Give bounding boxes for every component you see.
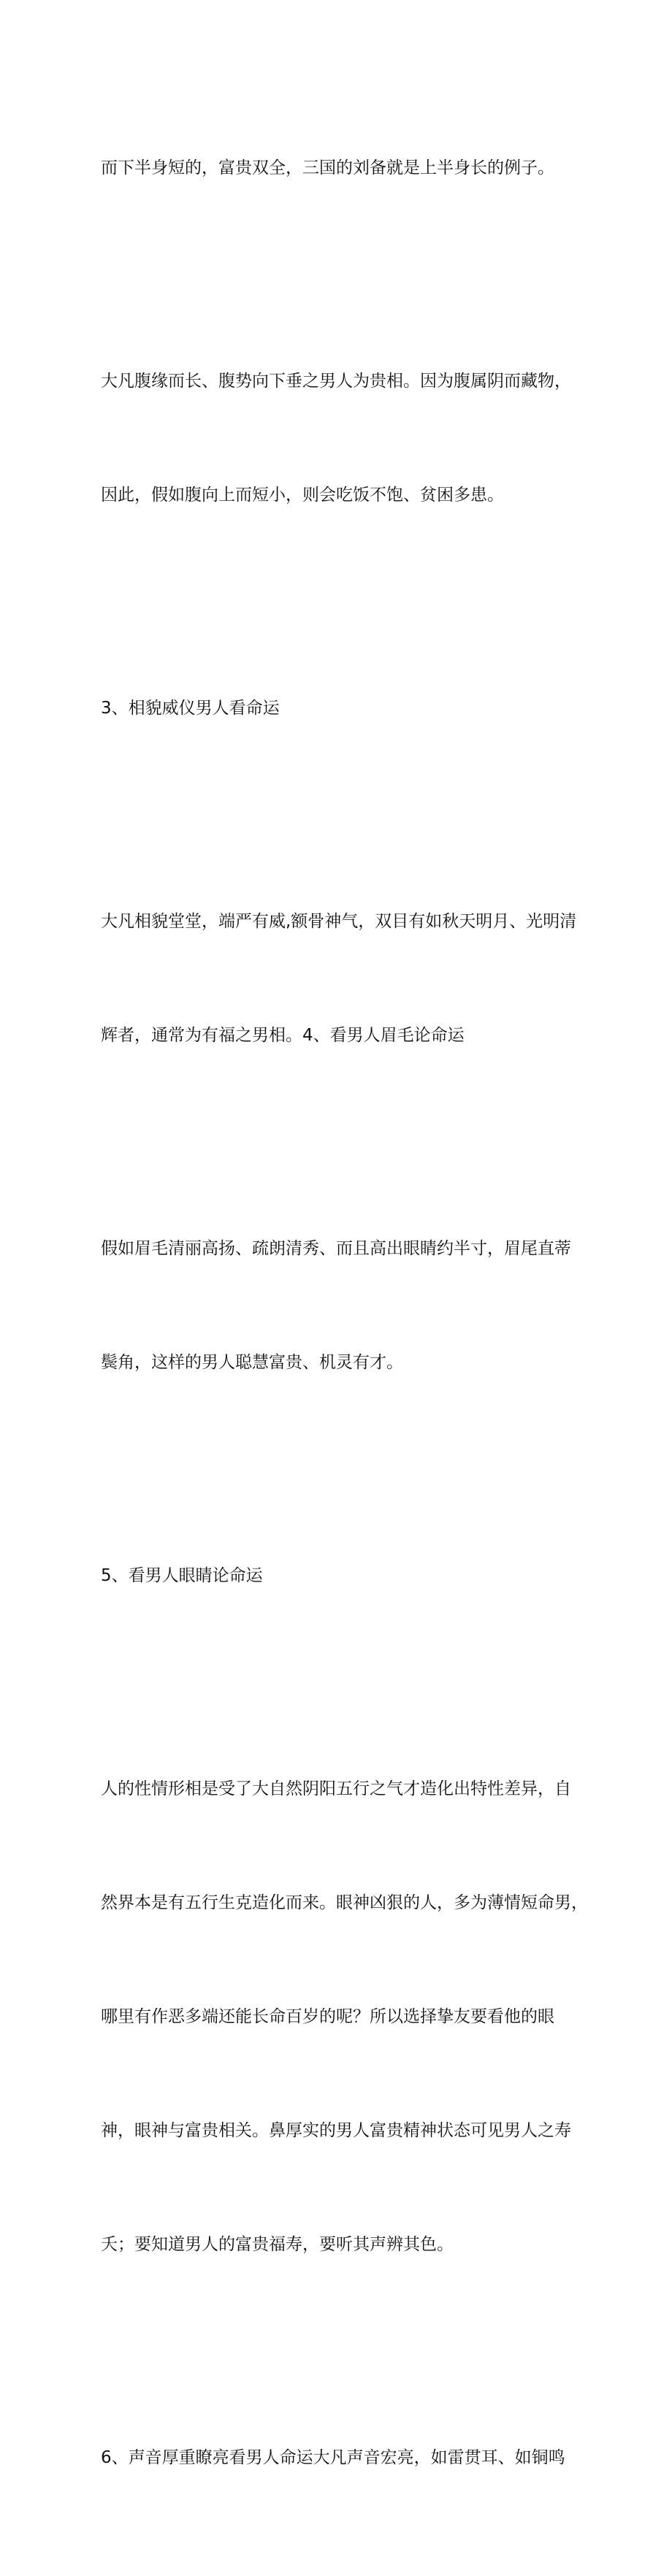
text-line: 而下半身短的，富贵双全，三国的刘备就是上半身长的例子。 [101, 158, 554, 177]
text-line: 辉者，通常为有福之男相。4、看男人眉毛论命运 [101, 1026, 465, 1045]
paragraph [101, 1154, 583, 1457]
text-line: 3、相貌威仪男人看命运 [101, 699, 280, 718]
paragraph [101, 2363, 583, 2553]
text-line: 哪里有作恶多端还能长命百岁的呢？所以选择挚友要看他的眼 [101, 2007, 554, 2026]
text-line: 然界本是有五行生克造化而来。眼神凶狠的人，多为薄情短命男， [101, 1893, 588, 1912]
paragraph [101, 73, 583, 263]
paragraph [101, 827, 583, 1130]
text-line: 大凡腹缘而长、腹势向下垂之男人为贵相。因为腹属阴而藏物， [101, 372, 571, 391]
text-line: 假如眉毛清丽高扬、疏朗清秀、而且高出眼睛约半寸，眉尾直蒂 [101, 1239, 571, 1258]
section-heading [101, 1481, 583, 1671]
text-line: 5、看男人眼睛论命运 [101, 1566, 263, 1585]
paragraph [101, 1694, 588, 2339]
text-line: 夭；要知道男人的富贵福寿，要听其声辨其色。 [101, 2235, 454, 2254]
section-heading [101, 613, 583, 803]
paragraph [101, 286, 583, 590]
text-line: 神，眼神与富贵相关。鼻厚实的男人富贵精神状态可见男人之寿 [101, 2121, 571, 2140]
text-line: 6、声音厚重瞭亮看男人命运大凡声音宏亮，如雷贯耳、如铜鸣 [101, 2448, 565, 2467]
text-line: 人的性情形相是受了大自然阴阳五行之气才造化出特性差异，自 [101, 1779, 571, 1798]
text-line: 大凡相貌堂堂，端严有威,额骨神气，双目有如秋天明月、光明清 [101, 912, 577, 931]
text-line: 鬓角，这样的男人聪慧富贵、机灵有才。 [101, 1353, 403, 1372]
text-line: 因此，假如腹向上而短小，则会吃饭不饱、贫困多患。 [101, 486, 504, 505]
document-body [101, 73, 588, 2576]
